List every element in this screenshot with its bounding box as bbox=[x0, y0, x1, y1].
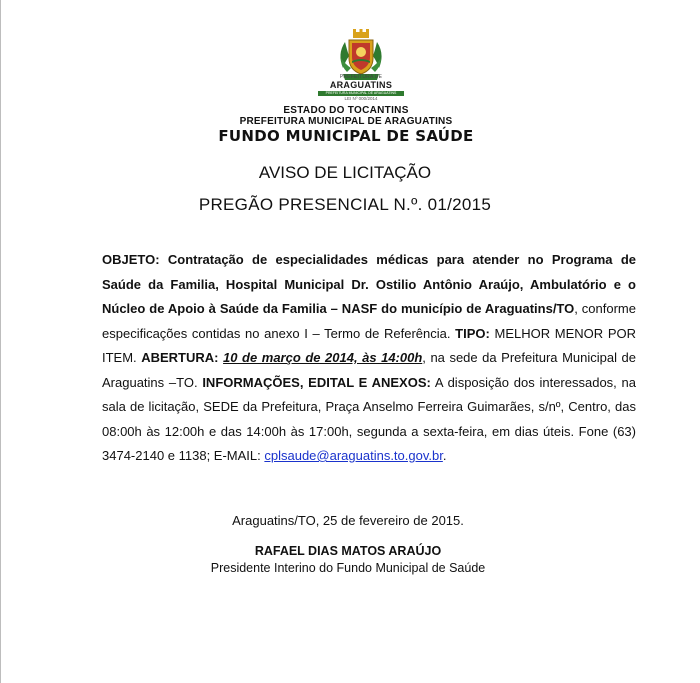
signer-role: Presidente Interino do Fundo Municipal de Saúde bbox=[210, 561, 486, 575]
page-border bbox=[0, 0, 1, 683]
objeto-label: OBJETO: bbox=[102, 252, 160, 267]
logo-city-name: ARAGUATINS bbox=[329, 80, 393, 90]
notice-body bbox=[102, 248, 636, 469]
tipo-label: TIPO: bbox=[455, 325, 490, 341]
objeto-tail: , conforme especificações contidas no anexo I – Termo de Referência. bbox=[102, 301, 636, 341]
body-end: . bbox=[442, 448, 447, 463]
objeto-text: Contratação de especialidades médicas para atender no Programa de Saúde da Familia, Hospital Municipal Dr. Ostilio Antônio Araújo, Ambulatório e o Núcleo de Apoio à Saúde da Familia – NASF do município de Araguatins/TO bbox=[102, 252, 636, 316]
tipo-text: MELHOR MENOR POR ITEM. bbox=[102, 325, 636, 365]
place-date: Araguatins/TO, 25 de fevereiro de 2015. bbox=[232, 513, 464, 528]
notice-subtitle: PREGÃO PRESENCIAL N.º. 01/2015 bbox=[198, 195, 492, 214]
abertura-label: ABERTURA: bbox=[141, 350, 219, 365]
logo-lei-text: LEI Nº 000/2014 bbox=[344, 96, 378, 101]
header-fundo: FUNDO MUNICIPAL DE SAÚDE bbox=[218, 127, 474, 145]
header-prefeitura: PREFEITURA MUNICIPAL DE ARAGUATINS bbox=[239, 116, 453, 127]
abertura-date: 10 de março de 2014, às 14:00h bbox=[223, 350, 423, 365]
info-label: INFORMAÇÕES, EDITAL E ANEXOS: bbox=[202, 374, 431, 390]
logo-caption bbox=[316, 74, 406, 101]
signer-name: RAFAEL DIAS MATOS ARAÚJO bbox=[254, 544, 442, 558]
logo-prefeitura-text: PREFEITURA DE bbox=[339, 74, 383, 80]
info-text: A disposição dos interessados, na sala de licitação, SEDE da Prefeitura, Praça Anselmo Ferreira Guimarães, s/nº, Centro, das 08:00h às 12:00h e das 14:00h às 17:00h, segunda a sexta-feira, em dias úteis. Fone (63) 3474-2140 e 1138; E-MAIL: bbox=[102, 374, 636, 463]
header-state: ESTADO DO TOCANTINS bbox=[283, 105, 409, 116]
notice-title: AVISO DE LICITAÇÃO bbox=[258, 163, 432, 182]
email-link[interactable]: cplsaude@araguatins.to.gov.br bbox=[264, 448, 443, 463]
abertura-tail: , na sede da Prefeitura Municipal de Araguatins –TO. bbox=[102, 350, 636, 390]
logo-band-text: PREFEITURA MUNICIPAL DE ARAGUATINS bbox=[318, 91, 404, 96]
